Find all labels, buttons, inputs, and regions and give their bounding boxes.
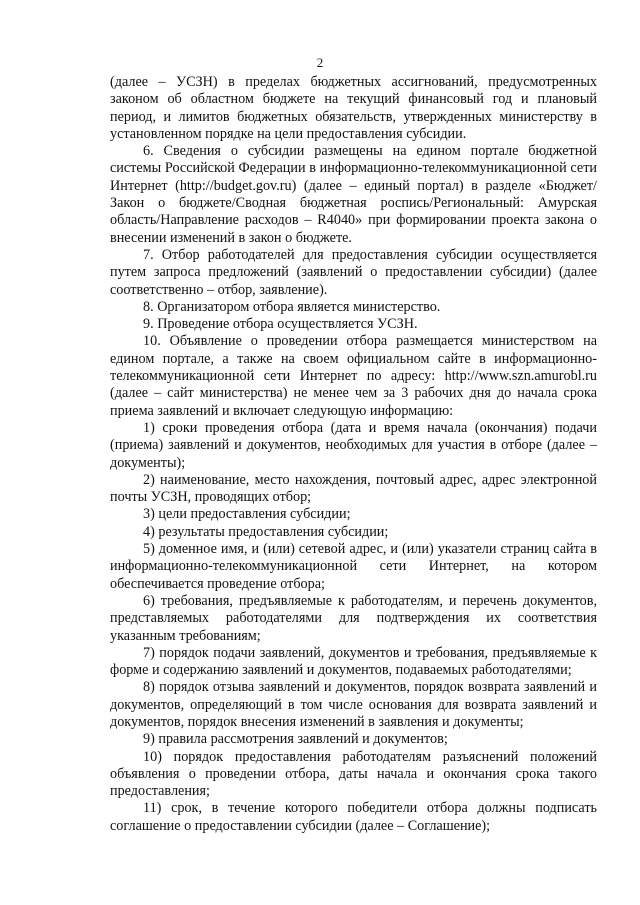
- paragraph-9: 9. Проведение отбора осуществляется УСЗН.: [143, 316, 418, 333]
- list-item-1: 1) сроки проведения отбора (дата и время начала (окончания) подачи (приема) заявлений и документов, необходимых для участия в отборе (далее – документы);: [110, 419, 597, 471]
- paragraph-7: 7. Отбор работодателей для предоставления субсидии осуществляется путем запроса предложений (заявлений о предоставлении субсидии) (далее соответственно – отбор, заявление).: [110, 246, 597, 298]
- list-item-6: 6) требования, предъявляемые к работодателям, и перечень документов, представляемых работодателями для подтверждения их соответствия указанным требованиям;: [110, 592, 597, 644]
- list-item-10: 10) порядок предоставления работодателям разъяснений положений объявления о проведении отбора, даты начала и окончания срока такого предоставления;: [110, 748, 597, 800]
- list-item-3: 3) цели предоставления субсидии;: [143, 506, 351, 523]
- paragraph-8: 8. Организатором отбора является министерство.: [143, 298, 441, 315]
- paragraph-10: 10. Объявление о проведении отбора размещается министерством на едином портале, а также на своем официальном сайте в информационно-телекоммуникационной сети Интернет по адресу: http://www.szn.amurobl.ru (далее – сайт министерства) не менее чем за 3 рабочих дня до начала срока приема заявлений и включает следующую информацию:: [110, 333, 597, 419]
- list-item-9: 9) правила рассмотрения заявлений и документов;: [143, 731, 448, 748]
- page-number: 2: [316, 55, 324, 70]
- paragraph-continuation: (далее – УСЗН) в пределах бюджетных ассигнований, предусмотренных законом об областном бюджете на текущий финансовый год и плановый период, и лимитов бюджетных обязательств, утвержденных министерству в установленном порядке на цели предоставления субсидии.: [110, 74, 597, 142]
- document-body: [110, 74, 597, 835]
- list-item-4: 4) результаты предоставления субсидии;: [143, 523, 389, 540]
- paragraph-6: 6. Сведения о субсидии размещены на едином портале бюджетной системы Российской Федерации в информационно-телекоммуникационной сети Интернет (http://budget.gov.ru) (далее – единый портал) в разделе «Бюджет/Закон о бюджете/Сводная бюджетная роспись/Региональный: Амурская область/Направление расходов – R4040» при формировании проекта закона о внесении изменений в закон о бюджете.: [110, 143, 597, 246]
- list-item-7: 7) порядок подачи заявлений, документов и требования, предъявляемые к форме и содержанию заявлений и документов, подаваемых работодателями;: [110, 644, 597, 679]
- list-item-11: 11) срок, в течение которого победители отбора должны подписать соглашение о предоставлении субсидии (далее – Соглашение);: [110, 800, 597, 834]
- list-item-8: 8) порядок отзыва заявлений и документов, порядок возврата заявлений и документов, определяющий в том числе основания для возврата заявлений и документов, порядок внесения изменений в заявления и документы;: [110, 679, 597, 730]
- list-item-5: 5) доменное имя, и (или) сетевой адрес, и (или) указатели страниц сайта в информационно-телекоммуникационной сети Интернет, на котором обеспечивается проведение отбора;: [110, 541, 597, 592]
- list-item-2: 2) наименование, место нахождения, почтовый адрес, адрес электронной почты УСЗН, проводящих отбор;: [110, 471, 597, 506]
